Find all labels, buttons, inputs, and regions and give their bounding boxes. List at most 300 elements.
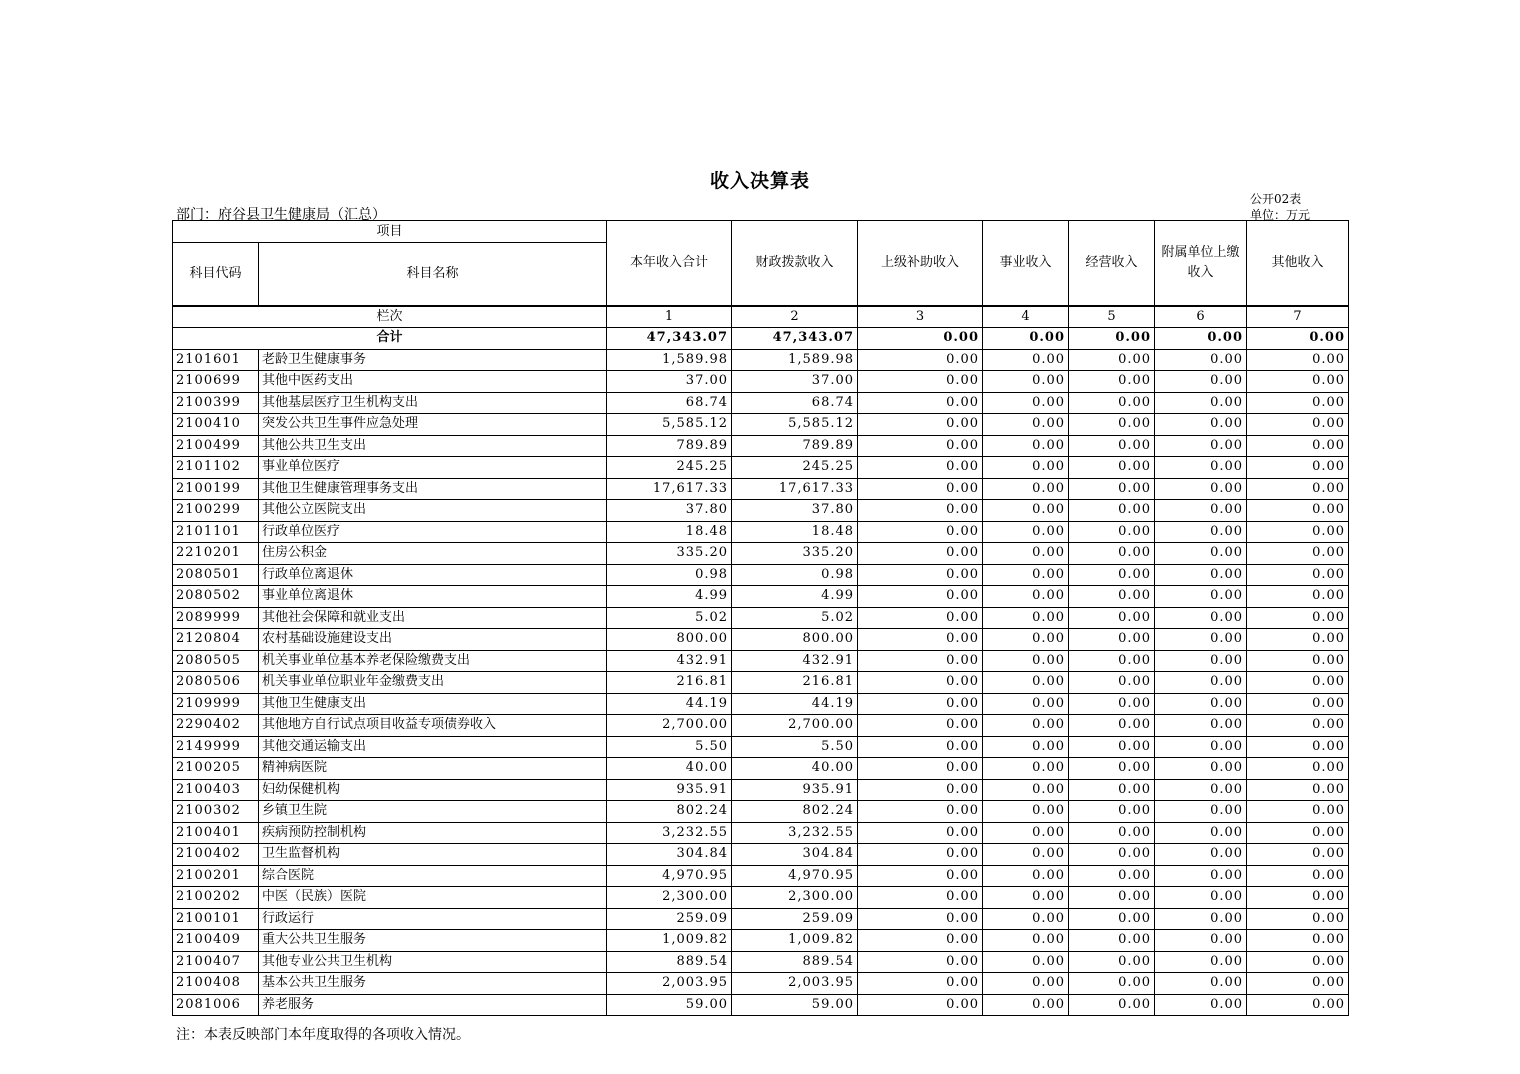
header-subject-name: 科目名称 (259, 243, 607, 307)
value-cell: 0.00 (1155, 693, 1247, 715)
table-row (173, 930, 1349, 952)
value-cell: 0.00 (1069, 629, 1155, 651)
subject-name-cell: 基本公共卫生服务 (259, 973, 607, 995)
value-cell: 0.00 (1247, 435, 1349, 457)
table-row (173, 586, 1349, 608)
subject-code-cell: 2101102 (173, 457, 259, 479)
value-cell: 0.00 (1155, 521, 1247, 543)
value-cell: 68.74 (607, 392, 732, 414)
subject-name-cell: 重大公共卫生服务 (259, 930, 607, 952)
value-cell: 0.00 (1069, 930, 1155, 952)
subject-code-cell: 2100399 (173, 392, 259, 414)
total-value: 47,343.07 (607, 328, 732, 350)
subject-name-cell: 妇幼保健机构 (259, 779, 607, 801)
value-cell: 0.00 (1155, 607, 1247, 629)
value-cell: 0.00 (858, 994, 983, 1016)
subject-code-cell: 2080505 (173, 650, 259, 672)
table-row (173, 543, 1349, 565)
subject-name-cell: 行政单位离退休 (259, 564, 607, 586)
value-cell: 0.00 (983, 392, 1069, 414)
value-cell: 0.00 (1155, 736, 1247, 758)
header-affiliated: 附属单位上缴收入 (1155, 221, 1247, 307)
subject-code-cell: 2089999 (173, 607, 259, 629)
value-cell: 18.48 (607, 521, 732, 543)
value-cell: 40.00 (607, 758, 732, 780)
value-cell: 2,300.00 (607, 887, 732, 909)
value-cell: 0.00 (1247, 887, 1349, 909)
value-cell: 0.00 (1247, 994, 1349, 1016)
value-cell: 0.00 (1247, 779, 1349, 801)
value-cell: 0.00 (1247, 371, 1349, 393)
value-cell: 0.00 (858, 779, 983, 801)
subject-name-cell: 农村基础设施建设支出 (259, 629, 607, 651)
subject-name-cell: 养老服务 (259, 994, 607, 1016)
subject-code-cell: 2100202 (173, 887, 259, 909)
subject-code-cell: 2100408 (173, 973, 259, 995)
value-cell: 0.00 (983, 994, 1069, 1016)
subject-code-cell: 2101101 (173, 521, 259, 543)
subject-name-cell: 疾病预防控制机构 (259, 822, 607, 844)
value-cell: 0.00 (1247, 908, 1349, 930)
value-cell: 0.00 (983, 887, 1069, 909)
total-value: 47,343.07 (732, 328, 858, 350)
value-cell: 0.00 (1247, 650, 1349, 672)
subject-name-cell: 其他卫生健康管理事务支出 (259, 478, 607, 500)
value-cell: 0.00 (1247, 629, 1349, 651)
table-row (173, 371, 1349, 393)
value-cell: 0.00 (983, 435, 1069, 457)
value-cell: 0.00 (1069, 371, 1155, 393)
value-cell: 0.00 (983, 500, 1069, 522)
index-row (173, 306, 1349, 328)
value-cell: 0.00 (1069, 543, 1155, 565)
subject-name-cell: 精神病医院 (259, 758, 607, 780)
value-cell: 802.24 (607, 801, 732, 823)
value-cell: 4,970.95 (732, 865, 858, 887)
value-cell: 0.00 (983, 736, 1069, 758)
total-value: 0.00 (983, 328, 1069, 350)
value-cell: 0.00 (1155, 564, 1247, 586)
footnote: 注：本表反映部门本年度取得的各项收入情况。 (176, 1027, 470, 1043)
value-cell: 0.00 (858, 865, 983, 887)
value-cell: 0.00 (1069, 951, 1155, 973)
value-cell: 0.00 (983, 672, 1069, 694)
value-cell: 0.00 (1247, 586, 1349, 608)
table-row (173, 779, 1349, 801)
table-row (173, 822, 1349, 844)
value-cell: 0.00 (983, 457, 1069, 479)
value-cell: 0.00 (983, 607, 1069, 629)
total-label: 合计 (173, 328, 607, 350)
value-cell: 0.00 (1155, 801, 1247, 823)
value-cell: 0.00 (1247, 865, 1349, 887)
value-cell: 0.00 (1069, 414, 1155, 436)
value-cell: 432.91 (607, 650, 732, 672)
subject-name-cell: 中医（民族）医院 (259, 887, 607, 909)
value-cell: 1,589.98 (732, 349, 858, 371)
value-cell: 17,617.33 (607, 478, 732, 500)
value-cell: 4.99 (732, 586, 858, 608)
value-cell: 432.91 (732, 650, 858, 672)
value-cell: 245.25 (607, 457, 732, 479)
header-business: 事业收入 (983, 221, 1069, 307)
value-cell: 0.00 (983, 586, 1069, 608)
value-cell: 0.00 (1155, 930, 1247, 952)
value-cell: 889.54 (732, 951, 858, 973)
subject-code-cell: 2149999 (173, 736, 259, 758)
value-cell: 0.00 (1247, 457, 1349, 479)
value-cell: 0.00 (983, 865, 1069, 887)
subject-code-cell: 2100499 (173, 435, 259, 457)
value-cell: 0.00 (1155, 457, 1247, 479)
value-cell: 37.80 (607, 500, 732, 522)
subject-name-cell: 事业单位离退休 (259, 586, 607, 608)
table-row (173, 607, 1349, 629)
value-cell: 245.25 (732, 457, 858, 479)
value-cell: 0.00 (1247, 543, 1349, 565)
value-cell: 0.00 (1069, 715, 1155, 737)
table-row (173, 414, 1349, 436)
subject-name-cell: 其他专业公共卫生机构 (259, 951, 607, 973)
value-cell: 44.19 (732, 693, 858, 715)
value-cell: 259.09 (732, 908, 858, 930)
value-cell: 0.00 (1069, 801, 1155, 823)
value-cell: 0.00 (1069, 564, 1155, 586)
value-cell: 0.00 (858, 478, 983, 500)
subject-code-cell: 2081006 (173, 994, 259, 1016)
subject-code-cell: 2100409 (173, 930, 259, 952)
value-cell: 0.00 (1155, 715, 1247, 737)
table-row (173, 693, 1349, 715)
index-col: 6 (1155, 306, 1247, 328)
subject-name-cell: 其他社会保障和就业支出 (259, 607, 607, 629)
value-cell: 0.00 (858, 693, 983, 715)
value-cell: 0.00 (1155, 973, 1247, 995)
subject-code-cell: 2290402 (173, 715, 259, 737)
report-title: 收入决算表 (709, 170, 810, 192)
table-row (173, 672, 1349, 694)
table-code-label: 公开02表 (1250, 192, 1302, 206)
value-cell: 5.02 (607, 607, 732, 629)
table-row (173, 650, 1349, 672)
value-cell: 0.00 (1155, 392, 1247, 414)
value-cell: 0.00 (1155, 414, 1247, 436)
value-cell: 0.00 (983, 349, 1069, 371)
value-cell: 0.00 (858, 650, 983, 672)
table-row (173, 865, 1349, 887)
subject-name-cell: 其他公立医院支出 (259, 500, 607, 522)
subject-name-cell: 行政运行 (259, 908, 607, 930)
value-cell: 0.00 (1069, 349, 1155, 371)
department-label: 部门：府谷县卫生健康局（汇总） (176, 207, 386, 223)
value-cell: 789.89 (732, 435, 858, 457)
value-cell: 0.00 (1247, 672, 1349, 694)
value-cell: 2,003.95 (607, 973, 732, 995)
subject-name-cell: 其他交通运输支出 (259, 736, 607, 758)
value-cell: 935.91 (732, 779, 858, 801)
total-value: 0.00 (1155, 328, 1247, 350)
header-other: 其他收入 (1247, 221, 1349, 307)
value-cell: 2,003.95 (732, 973, 858, 995)
value-cell: 0.00 (858, 543, 983, 565)
subject-name-cell: 住房公积金 (259, 543, 607, 565)
value-cell: 335.20 (732, 543, 858, 565)
table-row (173, 500, 1349, 522)
value-cell: 0.00 (858, 521, 983, 543)
subject-code-cell: 2101601 (173, 349, 259, 371)
value-cell: 0.00 (983, 715, 1069, 737)
value-cell: 0.00 (983, 844, 1069, 866)
value-cell: 0.00 (1069, 994, 1155, 1016)
value-cell: 0.00 (1155, 887, 1247, 909)
value-cell: 335.20 (607, 543, 732, 565)
value-cell: 0.00 (858, 500, 983, 522)
unit-label: 单位：万元 (1250, 208, 1311, 222)
header-superior: 上级补助收入 (858, 221, 983, 307)
value-cell: 0.00 (983, 822, 1069, 844)
value-cell: 2,700.00 (607, 715, 732, 737)
income-table (172, 220, 1349, 1016)
value-cell: 4.99 (607, 586, 732, 608)
subject-code-cell: 2120804 (173, 629, 259, 651)
value-cell: 802.24 (732, 801, 858, 823)
value-cell: 0.98 (732, 564, 858, 586)
value-cell: 0.00 (858, 672, 983, 694)
value-cell: 0.00 (858, 801, 983, 823)
value-cell: 0.00 (1069, 908, 1155, 930)
value-cell: 0.00 (1247, 414, 1349, 436)
value-cell: 304.84 (607, 844, 732, 866)
subject-name-cell: 卫生监督机构 (259, 844, 607, 866)
value-cell: 0.00 (1069, 758, 1155, 780)
value-cell: 0.00 (983, 908, 1069, 930)
subject-name-cell: 机关事业单位职业年金缴费支出 (259, 672, 607, 694)
value-cell: 0.00 (858, 349, 983, 371)
value-cell: 4,970.95 (607, 865, 732, 887)
value-cell: 0.00 (1155, 844, 1247, 866)
value-cell: 68.74 (732, 392, 858, 414)
value-cell: 0.00 (1069, 865, 1155, 887)
value-cell: 0.00 (1155, 994, 1247, 1016)
subject-code-cell: 2100302 (173, 801, 259, 823)
value-cell: 37.00 (732, 371, 858, 393)
value-cell: 0.00 (983, 564, 1069, 586)
value-cell: 0.00 (858, 586, 983, 608)
subject-code-cell: 2100201 (173, 865, 259, 887)
value-cell: 0.00 (858, 457, 983, 479)
value-cell: 0.00 (1247, 715, 1349, 737)
index-col: 3 (858, 306, 983, 328)
value-cell: 0.00 (1247, 349, 1349, 371)
value-cell: 0.00 (1155, 349, 1247, 371)
subject-code-cell: 2100402 (173, 844, 259, 866)
value-cell: 0.00 (1155, 908, 1247, 930)
table-row (173, 758, 1349, 780)
value-cell: 935.91 (607, 779, 732, 801)
table-row (173, 349, 1349, 371)
value-cell: 259.09 (607, 908, 732, 930)
value-cell: 0.00 (1247, 521, 1349, 543)
value-cell: 1,009.82 (732, 930, 858, 952)
value-cell: 0.00 (983, 693, 1069, 715)
value-cell: 0.00 (1069, 586, 1155, 608)
value-cell: 0.00 (1247, 693, 1349, 715)
value-cell: 0.00 (983, 758, 1069, 780)
subject-code-cell: 2100401 (173, 822, 259, 844)
header-item: 项目 (173, 221, 607, 243)
value-cell: 0.98 (607, 564, 732, 586)
value-cell: 0.00 (1069, 392, 1155, 414)
value-cell: 18.48 (732, 521, 858, 543)
value-cell: 800.00 (732, 629, 858, 651)
value-cell: 0.00 (1155, 500, 1247, 522)
index-col: 2 (732, 306, 858, 328)
subject-name-cell: 老龄卫生健康事务 (259, 349, 607, 371)
value-cell: 0.00 (858, 758, 983, 780)
value-cell: 0.00 (1155, 865, 1247, 887)
subject-code-cell: 2100205 (173, 758, 259, 780)
table-row (173, 478, 1349, 500)
value-cell: 0.00 (858, 951, 983, 973)
value-cell: 0.00 (858, 844, 983, 866)
subject-code-cell: 2100299 (173, 500, 259, 522)
table-row (173, 715, 1349, 737)
value-cell: 44.19 (607, 693, 732, 715)
value-cell: 0.00 (1247, 822, 1349, 844)
value-cell: 0.00 (1155, 758, 1247, 780)
value-cell: 0.00 (983, 930, 1069, 952)
value-cell: 2,300.00 (732, 887, 858, 909)
value-cell: 0.00 (983, 779, 1069, 801)
subject-code-cell: 2210201 (173, 543, 259, 565)
total-value: 0.00 (1247, 328, 1349, 350)
value-cell: 0.00 (858, 371, 983, 393)
value-cell: 0.00 (858, 629, 983, 651)
value-cell: 0.00 (1069, 478, 1155, 500)
value-cell: 5.50 (732, 736, 858, 758)
value-cell: 0.00 (1069, 779, 1155, 801)
value-cell: 0.00 (1247, 500, 1349, 522)
subject-code-cell: 2100403 (173, 779, 259, 801)
value-cell: 59.00 (732, 994, 858, 1016)
value-cell: 5.02 (732, 607, 858, 629)
value-cell: 37.00 (607, 371, 732, 393)
value-cell: 0.00 (858, 392, 983, 414)
total-value: 0.00 (858, 328, 983, 350)
value-cell: 0.00 (1155, 629, 1247, 651)
value-cell: 0.00 (1069, 887, 1155, 909)
value-cell: 37.80 (732, 500, 858, 522)
value-cell: 0.00 (858, 564, 983, 586)
table-row (173, 564, 1349, 586)
value-cell: 59.00 (607, 994, 732, 1016)
value-cell: 0.00 (858, 715, 983, 737)
value-cell: 0.00 (858, 887, 983, 909)
subject-name-cell: 其他公共卫生支出 (259, 435, 607, 457)
value-cell: 0.00 (1247, 973, 1349, 995)
value-cell: 0.00 (1155, 672, 1247, 694)
subject-name-cell: 其他基层医疗卫生机构支出 (259, 392, 607, 414)
value-cell: 0.00 (1069, 973, 1155, 995)
subject-name-cell: 突发公共卫生事件应急处理 (259, 414, 607, 436)
subject-code-cell: 2100410 (173, 414, 259, 436)
value-cell: 216.81 (607, 672, 732, 694)
header-operating: 经营收入 (1069, 221, 1155, 307)
subject-code-cell: 2080501 (173, 564, 259, 586)
subject-name-cell: 机关事业单位基本养老保险缴费支出 (259, 650, 607, 672)
value-cell: 0.00 (858, 973, 983, 995)
subject-code-cell: 2080502 (173, 586, 259, 608)
subject-name-cell: 事业单位医疗 (259, 457, 607, 479)
value-cell: 0.00 (858, 736, 983, 758)
value-cell: 3,232.55 (732, 822, 858, 844)
table-row (173, 521, 1349, 543)
value-cell: 0.00 (983, 521, 1069, 543)
table-row (173, 951, 1349, 973)
value-cell: 0.00 (1069, 822, 1155, 844)
value-cell: 5,585.12 (607, 414, 732, 436)
table-row (173, 801, 1349, 823)
value-cell: 0.00 (1247, 801, 1349, 823)
value-cell: 0.00 (1155, 435, 1247, 457)
value-cell: 0.00 (1155, 650, 1247, 672)
value-cell: 1,589.98 (607, 349, 732, 371)
value-cell: 889.54 (607, 951, 732, 973)
value-cell: 0.00 (1155, 779, 1247, 801)
value-cell: 0.00 (1069, 693, 1155, 715)
value-cell: 0.00 (983, 801, 1069, 823)
value-cell: 0.00 (1247, 951, 1349, 973)
value-cell: 0.00 (1155, 822, 1247, 844)
value-cell: 3,232.55 (607, 822, 732, 844)
subject-code-cell: 2109999 (173, 693, 259, 715)
value-cell: 0.00 (1155, 478, 1247, 500)
value-cell: 0.00 (1155, 371, 1247, 393)
value-cell: 0.00 (858, 930, 983, 952)
value-cell: 0.00 (858, 414, 983, 436)
value-cell: 0.00 (1155, 543, 1247, 565)
subject-name-cell: 综合医院 (259, 865, 607, 887)
value-cell: 0.00 (1069, 650, 1155, 672)
table-row (173, 629, 1349, 651)
subject-code-cell: 2080506 (173, 672, 259, 694)
value-cell: 0.00 (858, 435, 983, 457)
header-total-income: 本年收入合计 (607, 221, 732, 307)
table-row (173, 736, 1349, 758)
value-cell: 0.00 (1069, 844, 1155, 866)
value-cell: 0.00 (983, 650, 1069, 672)
subject-name-cell: 行政单位医疗 (259, 521, 607, 543)
total-value: 0.00 (1069, 328, 1155, 350)
value-cell: 0.00 (1069, 457, 1155, 479)
header-fiscal: 财政拨款收入 (732, 221, 858, 307)
value-cell: 0.00 (1247, 392, 1349, 414)
value-cell: 0.00 (858, 607, 983, 629)
value-cell: 0.00 (1155, 951, 1247, 973)
value-cell: 5.50 (607, 736, 732, 758)
subject-code-cell: 2100407 (173, 951, 259, 973)
value-cell: 789.89 (607, 435, 732, 457)
value-cell: 0.00 (983, 973, 1069, 995)
value-cell: 216.81 (732, 672, 858, 694)
value-cell: 1,009.82 (607, 930, 732, 952)
subject-name-cell: 其他地方自行试点项目收益专项债券收入 (259, 715, 607, 737)
table-row (173, 392, 1349, 414)
value-cell: 0.00 (1069, 672, 1155, 694)
value-cell: 0.00 (1069, 736, 1155, 758)
value-cell: 0.00 (983, 414, 1069, 436)
table-row (173, 887, 1349, 909)
